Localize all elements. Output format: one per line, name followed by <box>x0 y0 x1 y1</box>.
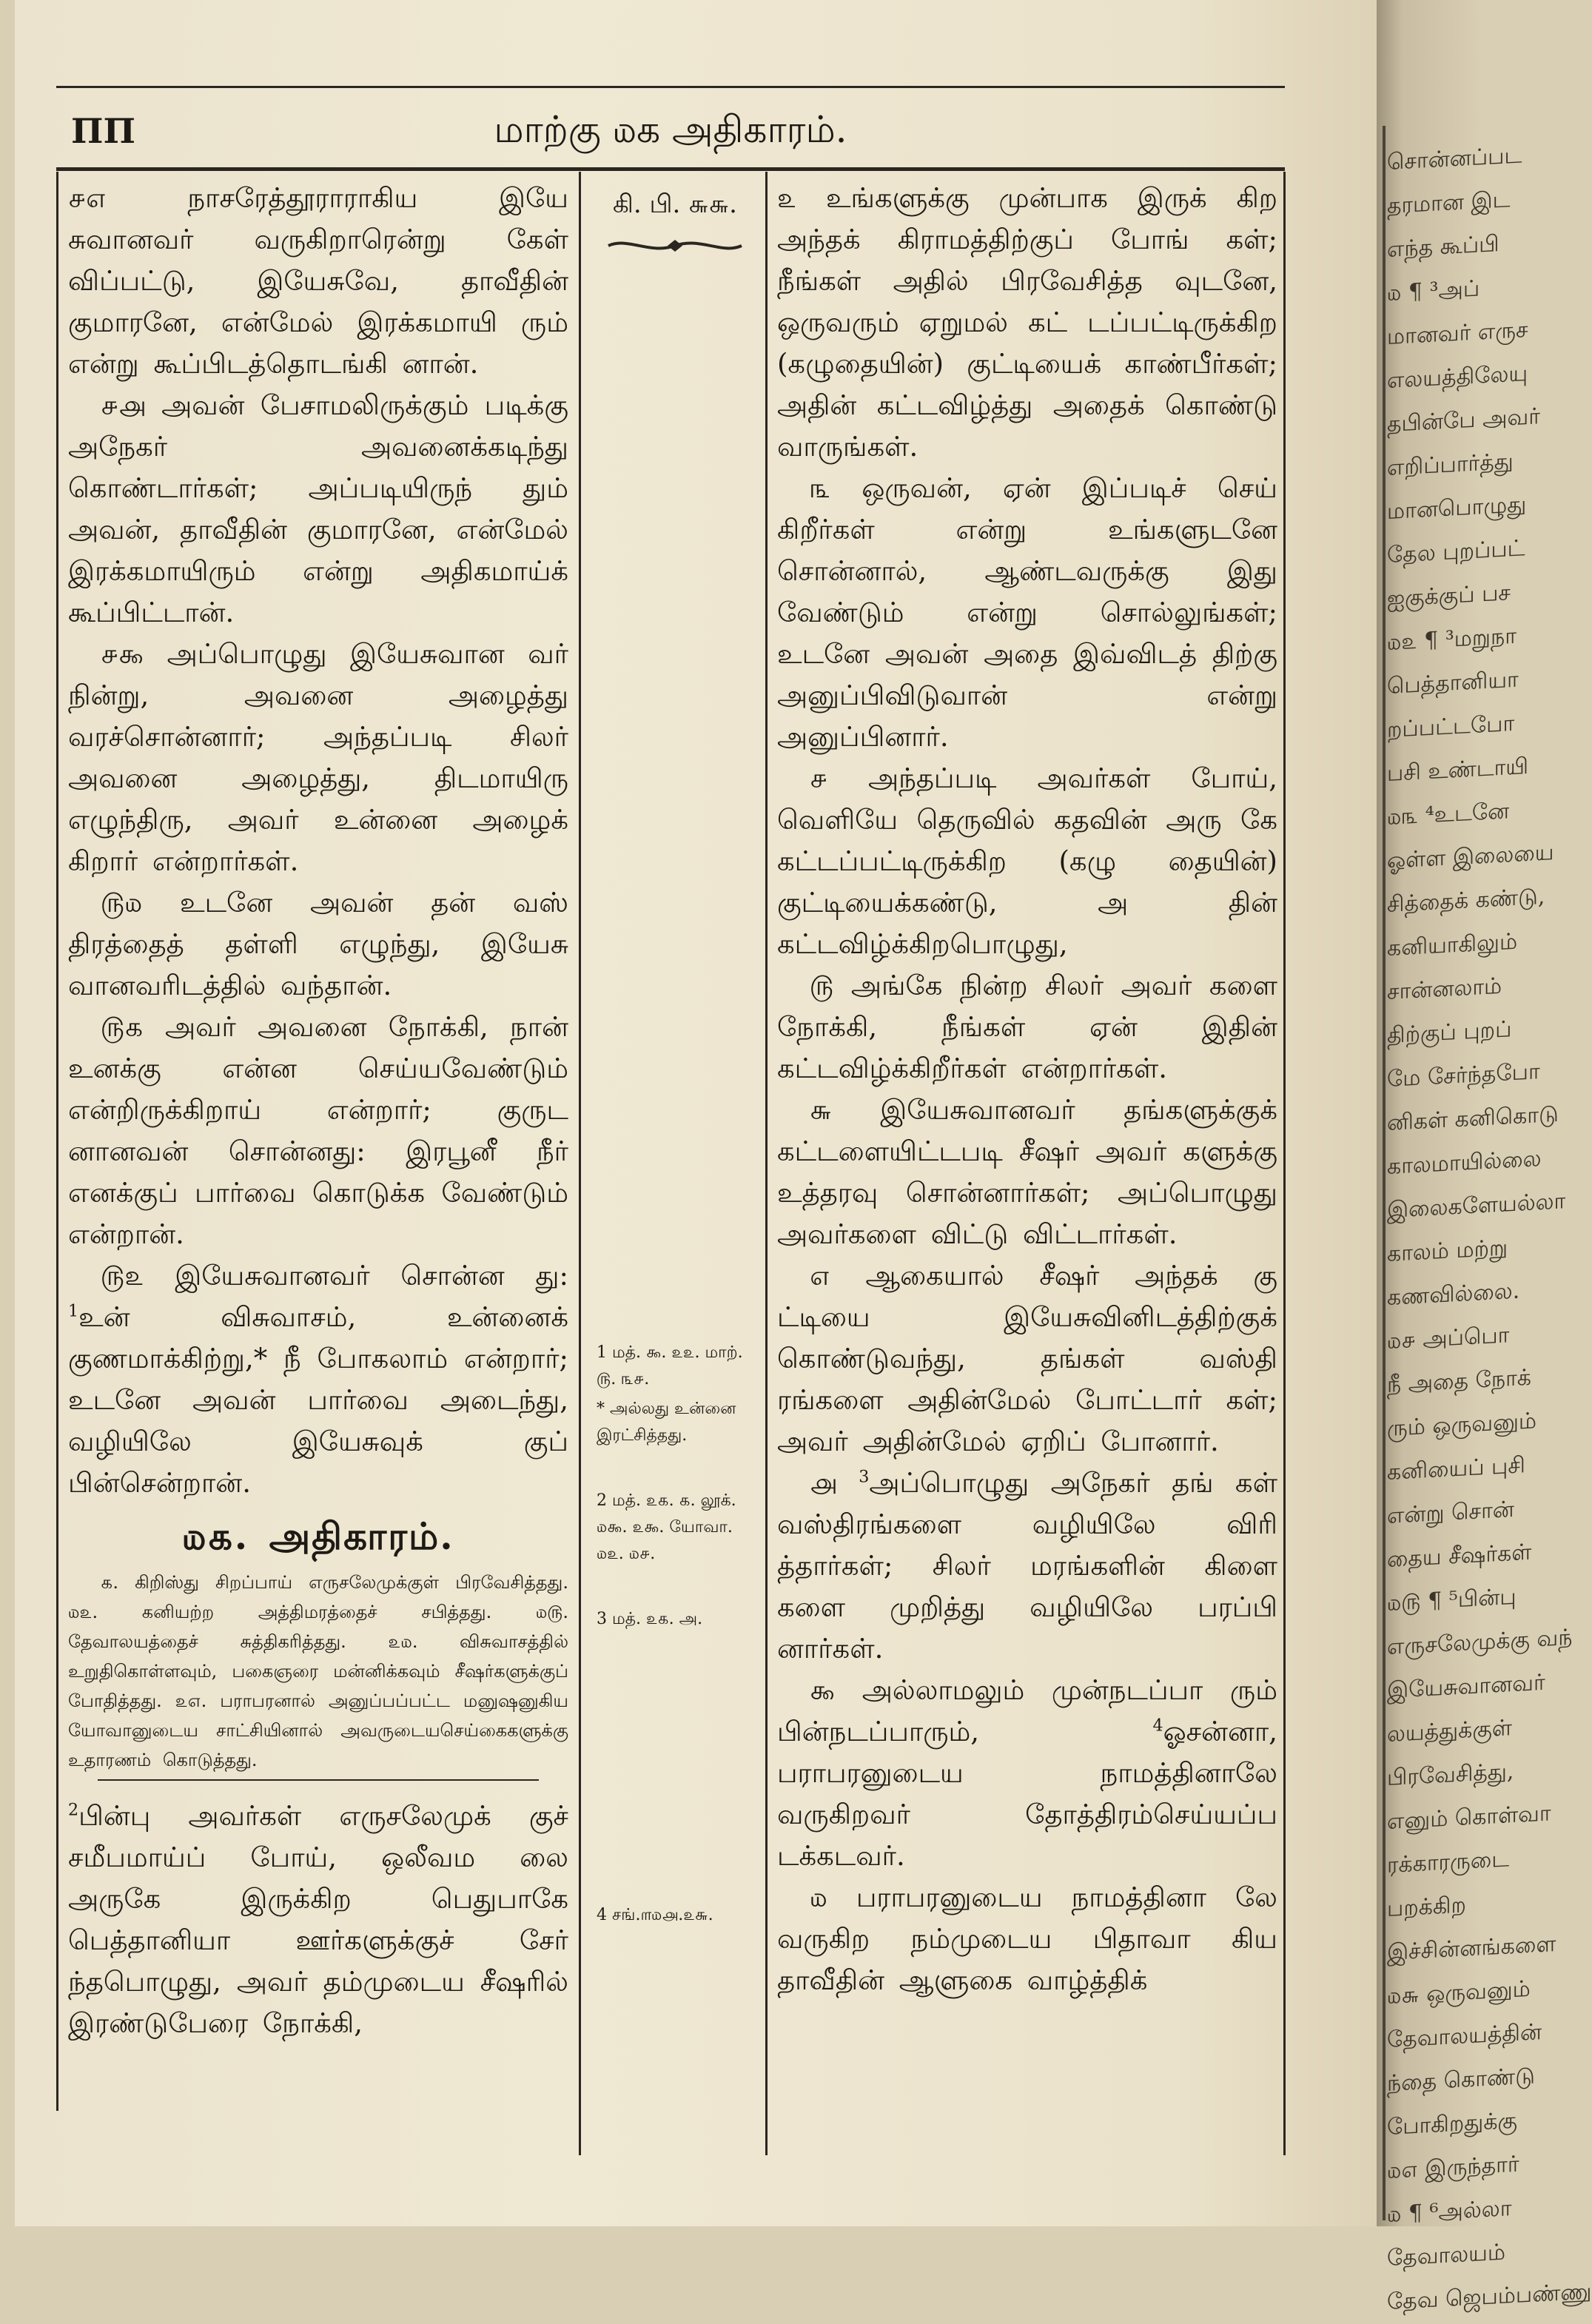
facing-page-line: சித்தைக் கண்டு, <box>1387 883 1545 918</box>
margin-note-3-text: மத். ௨௧. அ. <box>612 1610 703 1628</box>
margin-note-1 <box>597 1340 753 1393</box>
verse-52-text: உன் விசுவாசம், உன்னைக் குணமாக்கிற்று,* நீ போகலாம் என்றார்; உடனே அவன் பார்வை அடைந்து, வழியிலே இயேசுவுக் குப் பின்சென்றான். <box>68 1301 568 1499</box>
chapter-summary: ௧. கிறிஸ்து சிறப்பாய் எருசலேமுக்குள் பிரவேசித்தது. ௰௨. கனியற்ற அத்திமரத்தைச் சபித்தது. ௰௫. தேவாலயத்தைச் சுத்திகரித்தது. ௨௰. விசுவாசத்தில் உறுதிகொள்ளவும், பகைஞரை மன்னிக்கவும் சீஷர்களுக்குப் போதித்தது. ௨௭. பராபரனால் அனுப்பப்பட்ட மனுஷனுகிய யோவானுடைய சாட்சியினால் அவருடையசெய்கைகளுக்கு உதாரணம் கொடுத்தது. <box>68 1572 568 1770</box>
verse-3: ௩ ஒருவன், ஏன் இப்படிச் செய் கிறீர்கள் என்று உங்களுடனே சொன்னால், ஆண்டவருக்கு இது வேண்டும் என்று சொல்லுங்கள்; உடனே அவன் அதை இவ்விடத் திற்கு அனுப்பிவிடுவான் என்று அனுப்பினார். <box>777 472 1277 753</box>
running-header <box>56 74 1285 163</box>
margin-note-2-text: மத். ௨௧. ௧. லூக். ௰௯. ௨௯. யோவா. ௰௨. ௰௪. <box>597 1491 736 1563</box>
verse-4: ௪ அந்தப்படி அவர்கள் போய், வெளியே தெருவில் கதவின் அரு கே கட்டப்பட்டிருக்கிற (கழு தையின்) குட்டியைக்கண்டு, அ தின் கட்டவிழ்க்கிறபொழுது, <box>777 762 1277 960</box>
verse-8 <box>777 1462 1277 1670</box>
verse-2: ௨ உங்களுக்கு முன்பாக இருக் கிற அந்தக் கிராமத்திற்குப் போங் கள்; நீங்கள் அதில் பிரவேசித்த வுடனே, ஒருவரும் ஏறுமல் கட் டப்பட்டிருக்கிற (கழுதையின்) குட்டியைக் காண்பீர்கள்; அதின் கட்டவிழ்த்து அதைக் கொண்டு வாருங்கள். <box>777 182 1277 463</box>
facing-page-rule <box>1383 126 1386 2220</box>
verse-5: ௫ அங்கே நின்ற சிலர் அவர் களை நோக்கி, நீங்கள் ஏன் இதின் கட்டவிழ்க்கிறீர்கள் என்றார்கள். <box>777 970 1277 1084</box>
margin-column-rule-right <box>765 172 768 2155</box>
facing-page-line: சொன்னப்பட <box>1387 142 1522 175</box>
facing-page-line: தேவாலயத்தின் <box>1387 2019 1542 2053</box>
facing-page-line: இயேசுவானவர் <box>1387 1669 1545 1704</box>
verse-9 <box>777 1670 1277 1877</box>
facing-page-text <box>1387 135 1592 2315</box>
margin-note-1-marker: 1 <box>597 1343 607 1362</box>
facing-page-line: கனியைப் புசி <box>1387 1452 1525 1485</box>
verse-52-intro: ௫௨ இயேசுவானவர் சொன்ன து: <box>101 1260 568 1292</box>
facing-page-line: ரக்காரருடை <box>1387 1846 1510 1878</box>
book-page <box>15 0 1377 2226</box>
facing-page-line: ௰௫ ¶ ⁵பின்பு <box>1387 1583 1517 1616</box>
chapter-heading: ௰௧. அதிகாரம். <box>182 1514 454 1558</box>
facing-page-line: எருசலேமுக்கு வந் <box>1387 1624 1573 1660</box>
facing-page-line: தேவாலயம் <box>1387 2239 1505 2271</box>
verse-49: ௪௯ அப்பொழுது இயேசுவான வர் நின்று, அவனை அழைத்து வரச்சொன்னார்; அந்தப்படி சிலர் அவனை அழைத்து, திடமாயிரு எழுந்திரு, அவர் உன்னை அழைக் கிறார் என்றார்கள். <box>68 638 568 877</box>
facing-page-line: நீ அதை நோக் <box>1387 1364 1531 1398</box>
era-label: கி. பி. ௬௬. <box>613 189 737 219</box>
verse-9-text: ஓசன்னா, பராபரனுடைய நாமத்தினாலே வருகிறவர் தோத்திரம்செய்யப்ப டக்கடவர். <box>777 1716 1277 1872</box>
facing-page-line: ரும் ஒருவனும் <box>1387 1408 1537 1442</box>
facing-page-line: பசி உண்டாயி <box>1387 753 1529 787</box>
margin-note-star <box>597 1396 753 1449</box>
facing-page-line: இலைகளேயல்லா <box>1387 1188 1566 1223</box>
footnote-ref-1: 1 <box>68 1301 79 1321</box>
verse-52 <box>68 1255 568 1504</box>
margin-note-3 <box>597 1606 753 1633</box>
verse-9-intro: ௯ அல்லாமலும் முன்நடப்பா ரும் பின்நடப்பாரும், <box>777 1674 1277 1747</box>
facing-page-line: கணவில்லை. <box>1387 1277 1520 1311</box>
facing-page-line: ஓள்ள இலையை <box>1387 839 1554 874</box>
page-title: மாற்கு ௰க அதிகாரம். <box>494 108 847 151</box>
margin-note-4 <box>597 1902 753 1929</box>
facing-page-line: லயத்துக்குள் <box>1387 1715 1512 1747</box>
margin-note-3-marker: 3 <box>597 1610 607 1628</box>
verse-50: ௫௰ உடனே அவன் தன் வஸ் திரத்தைத் தள்ளி எழுந்து, இயேசு வானவரிடத்தில் வந்தான். <box>68 887 568 1001</box>
facing-page-line: தைய சீஷர்கள் <box>1387 1539 1532 1573</box>
verse-1 <box>68 1796 568 2044</box>
facing-page-line: சான்னலாம் <box>1387 973 1502 1005</box>
verse-10: ௰ பராபரனுடைய நாமத்தினா லே வருகிற நம்முடைய பிதாவா கிய தாவீதின் ஆளுகை வாழ்த்திக் <box>777 1881 1277 1996</box>
verse-8-number: ௮ <box>810 1467 859 1499</box>
facing-page-line: ௰ ¶ ⁶அல்லா <box>1387 2195 1512 2228</box>
facing-page-edge <box>1377 0 1592 2315</box>
margin-note-2-marker: 2 <box>597 1491 607 1510</box>
facing-page-line: ஐகுக்குப் பச <box>1387 580 1511 612</box>
ornament-icon <box>605 235 745 256</box>
left-text-column <box>68 178 568 2044</box>
verse-47: ௪௭ நாசரேத்தூராராகிய இயே சுவானவர் வருகிறாரென்று கேள் விப்பட்டு, இயேசுவே, தாவீதின் குமாரனே, என்மேல் இரக்கமாயி ரும் என்று கூப்பிடத்தொடங்கி னான். <box>68 182 568 380</box>
right-column-rule <box>1283 172 1286 2155</box>
page-number: ПП <box>71 111 135 151</box>
verse-8-text: அப்பொழுது அநேகர் தங் கள் வஸ்திரங்களை வழியிலே விரி த்தார்கள்; சிலர் மரங்களின் கிளை களை முறித்து வழியிலே பரப்பி னார்கள். <box>777 1467 1277 1665</box>
margin-note-1-text: மத். ௯. ௨௨. மாற். ௫. ௩௪. <box>597 1343 743 1388</box>
verse-7: ௭ ஆகையால் சீஷர் அந்தக் கு ட்டியை இயேசுவினிடத்திற்குக் கொண்டுவந்து, தங்கள் வஸ்தி ரங்களை அதின்மேல் போட்டார் கள்; அவர் அதின்மேல் ஏறிப் போனார். <box>777 1260 1277 1457</box>
facing-page-line: தேல புறப்பட் <box>1387 535 1525 568</box>
facing-page-line: மானபொழுது <box>1387 491 1527 525</box>
facing-page-line: எனும் கொள்வா <box>1387 1800 1551 1835</box>
facing-page-line: ௰௨ ¶ ³மறுநா <box>1387 622 1517 656</box>
facing-page-line: ௰ ¶ ³அப் <box>1387 275 1480 306</box>
footnote-ref-2: 2 <box>68 1800 79 1820</box>
facing-page-line: காலமாயில்லை <box>1387 1146 1542 1180</box>
footnote-ref-3: 3 <box>859 1467 870 1487</box>
left-column-rule <box>56 172 58 2111</box>
facing-page-line: னிகள் கனிகொடு <box>1387 1101 1559 1136</box>
facing-page-line: போகிறதுக்கு <box>1387 2107 1517 2140</box>
facing-page-line: பிரவேசித்து, <box>1387 1759 1514 1791</box>
facing-page-line: ௰௭ இருந்தார் <box>1387 2151 1519 2184</box>
facing-page-line: ௰௬ ஒருவனும் <box>1387 1975 1531 2009</box>
margin-note-star-text: அல்லது உன்னை இரட்சித்தது. <box>597 1400 736 1445</box>
right-text-column <box>777 178 1277 2001</box>
facing-page-line: ௰௪ அப்பொ <box>1387 1322 1510 1354</box>
header-rule <box>56 167 1285 171</box>
summary-rule <box>98 1779 539 1781</box>
facing-page-line: திற்குப் புறப் <box>1387 1016 1512 1049</box>
margin-column <box>592 178 758 2102</box>
footnote-ref-4: 4 <box>1152 1716 1163 1736</box>
verse-1-text: பின்பு அவர்கள் எருசலேமுக் குச் சமீபமாய்ப் போய், ஒலீவம லை அருகே இருக்கிற பெதுபாகே பெத்தானியா ஊர்களுக்குச் சேர் ந்தபொழுது, அவர் தம்முடைய சீஷரில் இரண்டுபேரை நோக்கி, <box>68 1800 568 2039</box>
margin-note-star-marker: * <box>597 1400 605 1418</box>
facing-page-line: பறக்கிற <box>1387 1892 1466 1922</box>
facing-page-line: எறிப்பார்த்து <box>1387 449 1514 481</box>
margin-note-4-marker: 4 <box>597 1906 607 1924</box>
facing-page-line: காலம் மற்று <box>1387 1235 1508 1267</box>
verse-6: ௬ இயேசுவானவர் தங்களுக்குக் கட்டளையிட்டபடி சீஷர் அவர் களுக்கு உத்தரவு சொன்னார்கள்; அப்பொழுது அவர்களை விட்டு விட்டார்கள். <box>777 1094 1277 1250</box>
facing-page-line: தபின்பே அவர் <box>1387 403 1540 437</box>
facing-page-line: தேவ ஜெபம்பண்ணு <box>1387 2278 1592 2315</box>
facing-page-line: மானவர் எருச <box>1387 317 1528 350</box>
verse-48: ௪௮ அவன் பேசாமலிருக்கும் படிக்கு அநேகர் அவனைக்கடிந்து கொண்டார்கள்; அப்படியிருந் தும் அவன், தாவீதின் குமாரனே, என்மேல் இரக்கமாயிரும் என்று அதிகமாய்க் கூப்பிட்டான். <box>68 389 568 628</box>
facing-page-line: இச்சின்னங்களை <box>1387 1931 1556 1966</box>
facing-page-line: கனியாகிலும் <box>1387 928 1518 961</box>
facing-page-line: பெத்தானியா <box>1387 666 1519 699</box>
facing-page-line: தரமான இட <box>1387 187 1511 219</box>
verse-51: ௫௧ அவர் அவனை நோக்கி, நான் உனக்கு என்ன செய்யவேண்டும் என்றிருக்கிறாய் என்றார்; குருட னானவன் சொன்னது: இரபூனீ நீர் எனக்குப் பார்வை கொடுக்க வேண்டும் என்றான். <box>68 1011 568 1250</box>
facing-page-line: எலயத்திலேயு <box>1387 360 1528 394</box>
facing-page-line: மே சேர்ந்தபோ <box>1387 1058 1540 1092</box>
margin-column-rule-left <box>579 172 581 2155</box>
facing-page-line: என்று சொன் <box>1387 1496 1514 1529</box>
margin-note-2 <box>597 1488 753 1568</box>
margin-note-4-text: சங்.௱௰௮.௨௬. <box>612 1906 713 1924</box>
facing-page-line: ௰௩ ⁴உடனே <box>1387 798 1510 830</box>
facing-page-line: றப்பட்டபோ <box>1387 710 1515 743</box>
facing-page-line: ந்தை கொண்டு <box>1387 2063 1535 2097</box>
facing-page-line: எந்த கூப்பி <box>1387 231 1499 263</box>
